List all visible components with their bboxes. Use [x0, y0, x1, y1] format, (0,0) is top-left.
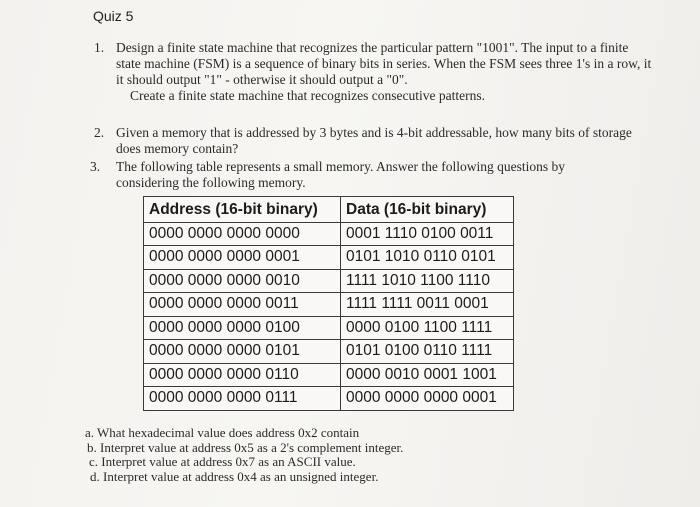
data-cell: 0000 0010 0001 1001 [341, 363, 514, 387]
address-cell: 0000 0000 0000 0101 [144, 340, 341, 364]
table-header-row [144, 197, 514, 223]
address-cell: 0000 0000 0000 0110 [144, 363, 341, 387]
subquestion-c: c. Interpret value at address 0x7 as an ASCII value. [89, 454, 356, 469]
data-cell: 0101 0100 0110 1111 [341, 340, 514, 364]
question-2 [94, 125, 646, 157]
table-row [144, 269, 514, 293]
question-number: 3. [90, 159, 101, 174]
table-row [144, 293, 514, 317]
subquestion-d: d. Interpret value at address 0x4 as an unsigned integer. [90, 468, 379, 484]
subquestion-list [85, 426, 403, 484]
data-cell: 0000 0100 1100 1111 [341, 316, 514, 340]
data-cell: 1111 1010 1100 1110 [341, 269, 514, 293]
table-row [144, 246, 514, 270]
question-extra-text: Create a finite state machine that recognizes consecutive patterns. [130, 88, 485, 103]
question-text: Design a finite state machine that recognizes the particular pattern "1001". The input to a finite state machine (FSM) is a sequence of binary bits in series. When the FSM sees three 1's in a row, it it should output "1" - otherwise it should output a "0". [116, 40, 652, 87]
question-number: 2. [94, 125, 105, 140]
question-1 [94, 40, 656, 104]
data-cell: 0001 1110 0100 0011 [341, 222, 514, 246]
address-cell: 0000 0000 0000 0100 [144, 316, 341, 340]
address-cell: 0000 0000 0000 0001 [144, 246, 341, 270]
address-cell: 0000 0000 0000 0011 [144, 293, 341, 317]
subquestion-a: a. What hexadecimal value does address 0x2 contain [85, 425, 360, 440]
subquestion-b: b. Interpret value at address 0x5 as a 2's complement integer. [87, 439, 404, 455]
question-number: 1. [94, 40, 105, 55]
data-cell: 0101 1010 0110 0101 [341, 246, 514, 270]
address-cell: 0000 0000 0000 0000 [144, 222, 341, 246]
data-cell: 1111 1111 0011 0001 [341, 293, 514, 317]
address-cell: 0000 0000 0000 0111 [144, 387, 341, 411]
question-3 [90, 159, 616, 191]
question-text: The following table represents a small memory. Answer the following questions by considering the following memory. [116, 159, 566, 190]
table-row [144, 222, 514, 246]
table-row [144, 316, 514, 340]
data-cell: 0000 0000 0000 0001 [341, 387, 514, 411]
question-text: Given a memory that is addressed by 3 bytes and is 4-bit addressable, how many bits of storage does memory contain? [116, 125, 632, 156]
table-row [144, 363, 514, 387]
table-row [144, 387, 514, 411]
data-header: Data (16-bit binary) [341, 197, 514, 223]
address-header: Address (16-bit binary) [144, 197, 341, 223]
quiz-title: Quiz 5 [93, 8, 134, 24]
memory-table [143, 196, 514, 411]
address-cell: 0000 0000 0000 0010 [144, 269, 341, 293]
table-row [144, 340, 514, 364]
